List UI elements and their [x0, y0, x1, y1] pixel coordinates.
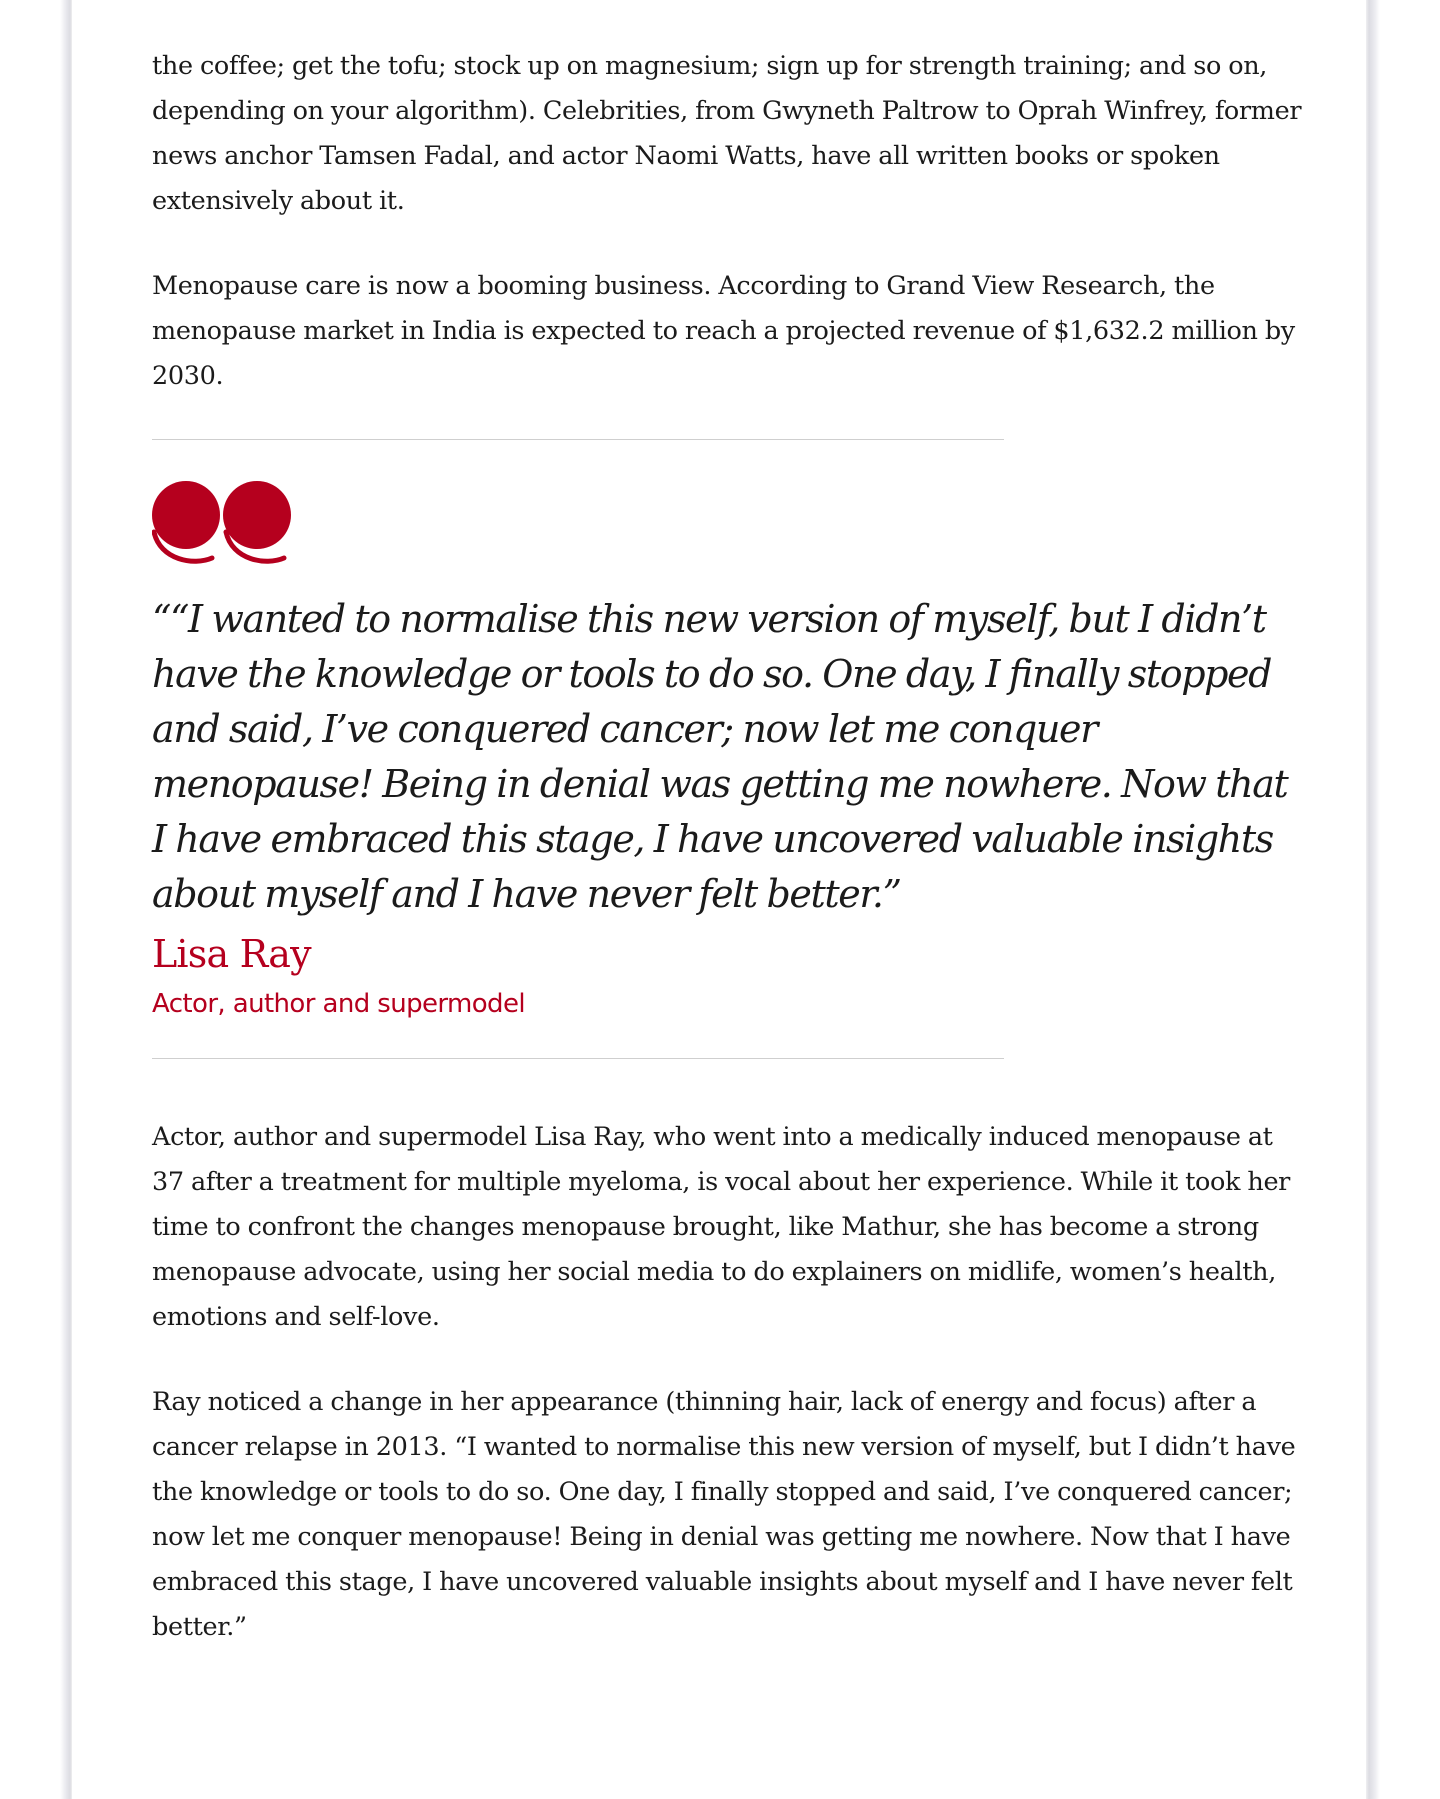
page-shadow-right — [1366, 0, 1440, 1799]
article-paragraph: Actor, author and supermodel Lisa Ray, who went into a medically induced menopause at 37 after a treatment for multiple myeloma, is vocal about her experience. While it took her time to confront the changes menopause brought, like Mathur, she has become a strong menopause advocate, using her social media to do explainers on midlife, women’s health, emotions and self-love. — [152, 1122, 1291, 1332]
pull-quote-attribution-name: Lisa Ray — [152, 932, 311, 976]
quotation-marks-icon — [152, 478, 298, 566]
article-paragraph: Menopause care is now a booming business. According to Grand View Research, the menopause market in India is expected to reach a projected revenue of $1,632.2 million by 2030. — [152, 271, 1295, 391]
article-paragraph: Ray noticed a change in her appearance (thinning hair, lack of energy and focus) after a cancer relapse in 2013. “I wanted to normalise this new version of myself, but I didn’t have the knowledge or tools to do so. One day, I finally stopped and said, I’ve conquered cancer; now let me conquer menopause! Being in denial was getting me nowhere. Now that I have embraced this stage, I have uncovered valuable insights about myself and I have never felt better.” — [152, 1387, 1296, 1642]
pull-quote-text: ““I wanted to normalise this new version of myself, but I didn’t have the knowledge or tools to do so. One day, I finally stopped and said, I’ve conquered cancer; now let me conquer menopause! Being in denial was getting me nowhere. Now that I have embraced this stage, I have uncovered valuable insights about myself and I have never felt better.” — [152, 597, 1288, 916]
article-paragraph: the coffee; get the tofu; stock up on magnesium; sign up for strength training; and so on, depending on your algorithm). Celebrities, from Gwyneth Paltrow to Oprah Winfrey, former news anchor Tamsen Fadal, and actor Naomi Watts, have all written books or spoken extensively about it. — [152, 51, 1302, 216]
article-body — [152, 44, 1302, 1690]
pull-quote — [152, 439, 1288, 1059]
pull-quote-attribution-role: Actor, author and supermodel — [152, 989, 525, 1019]
page-shadow-left — [0, 0, 72, 1799]
